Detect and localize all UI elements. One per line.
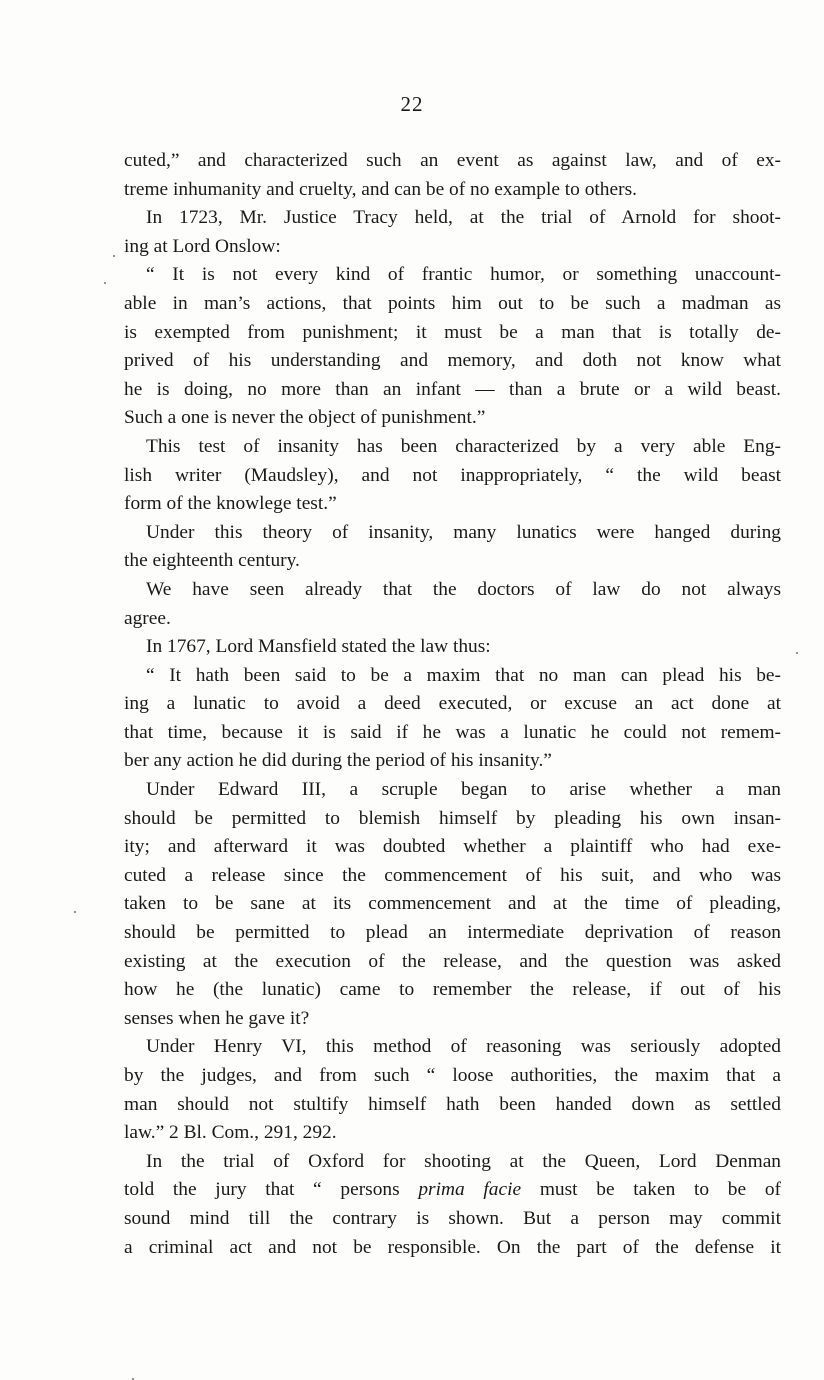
paragraph [124,519,781,576]
paragraph [124,633,781,662]
text-line: This test of insanity has been characterized by a very able Eng- [146,435,781,457]
paragraph [124,776,781,1033]
text-line: cuted a release since the commencement of his suit, and who was [124,864,781,886]
text-line: able in man’s actions, that points him out to be such a madman as [124,292,781,314]
paragraph [124,576,781,633]
text-line: prived of his understanding and memory, and doth not know what [124,350,781,372]
text-line: sound mind till the contrary is shown. But a person may commit [124,1207,781,1229]
text-line: senses when he gave it? [124,1007,310,1029]
paragraph [124,433,781,519]
text-line: Under Edward III, a scruple began to arise whether a man [146,779,781,801]
print-speck [796,652,798,654]
print-speck [74,911,76,913]
text-line: treme inhumanity and cruelty, and can be of no example to others. [124,178,637,200]
text-line: should be permitted to plead an intermediate deprivation of reason [124,922,781,944]
text-line: law.” 2 Bl. Com., 291, 292. [124,1122,337,1144]
text-line: ity; and afterward it was doubted whether a plaintiff who had exe- [124,836,781,858]
text-line: cuted,” and characterized such an event as against law, and of ex- [124,150,781,171]
text-line: Such a one is never the object of punishment.” [124,407,486,429]
text-line: is exempted from punishment; it must be a man that is totally de- [124,321,781,343]
text-line: existing at the execution of the release, and the question was asked [124,950,781,972]
text-line: taken to be sane at its commencement and at the time of pleading, [124,893,781,915]
body-text [124,147,781,1262]
text-line: that time, because it is said if he was a lunatic he could not remem- [124,721,781,743]
text-line: should be permitted to blemish himself by pleading his own insan- [124,807,781,829]
paragraph [124,204,781,261]
quotation-paragraph [124,261,781,433]
quotation-paragraph [124,662,781,776]
text-line: he is doing, no more than an infant — than a brute or a wild beast. [124,378,781,400]
text-line: “ It hath been said to be a maxim that no man can plead his be- [146,664,781,686]
print-speck [113,255,115,257]
page-number: 22 [400,92,424,116]
text-line [124,1176,781,1205]
text-line: man should not stultify himself hath been handed down as settled [124,1093,781,1115]
text-line: Under this theory of insanity, many lunatics were hanged during [146,521,781,543]
italic-phrase: prima facie [418,1179,522,1201]
text-line: lish writer (Maudsley), and not inappropriately, “ the wild beast [124,464,781,486]
text-line: agree. [124,607,171,629]
paragraph [124,147,781,204]
text-run: must be taken to be of [521,1179,781,1201]
print-speck [104,282,106,284]
text-line: by the judges, and from such “ loose authorities, the maxim that a [124,1065,781,1086]
text-line: ing at Lord Onslow: [124,235,281,257]
paragraph [124,1148,781,1262]
paragraph [124,1033,781,1147]
text-line: In 1723, Mr. Justice Tracy held, at the trial of Arnold for shoot- [146,207,781,229]
text-line: In the trial of Oxford for shooting at the Queen, Lord Denman [146,1150,781,1172]
text-line: Under Henry VI, this method of reasoning was seriously adopted [146,1036,781,1058]
text-line: We have seen already that the doctors of law do not always [146,578,781,600]
text-line: how he (the lunatic) came to remember the release, if out of his [124,979,781,1001]
text-run: told the jury that “ persons [124,1179,419,1201]
text-line: a criminal act and not be responsible. On the part of the defense it [124,1236,781,1258]
text-line: form of the knowlege test.” [124,493,337,515]
text-line: In 1767, Lord Mansfield stated the law thus: [146,636,491,658]
text-line: ber any action he did during the period of his insanity.” [124,750,552,772]
text-line: ing a lunatic to avoid a deed executed, or excuse an act done at [124,693,781,715]
text-line: “ It is not every kind of frantic humor, or something unaccount- [146,264,781,286]
text-line: the eighteenth century. [124,550,300,572]
